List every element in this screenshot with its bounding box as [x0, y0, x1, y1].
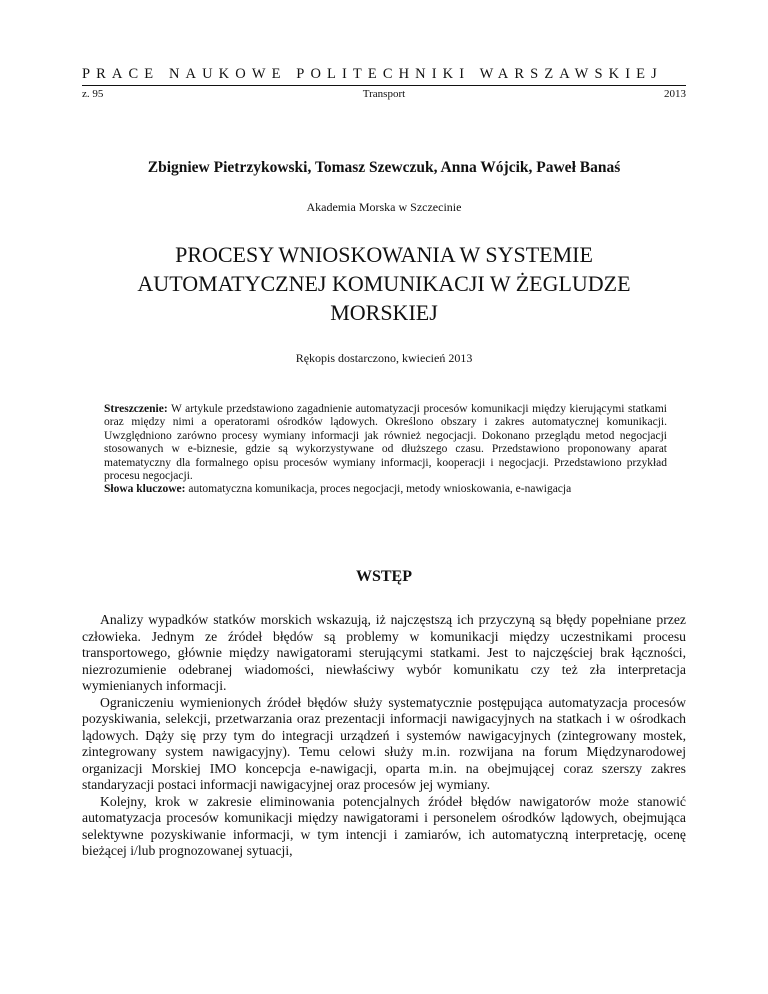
body-paragraph: Ograniczeniu wymienionych źródeł błędów służy systematycznie postępująca automatyzacja procesów pozyskiwania, selekcji, przetwarzania oraz prezentacji informacji nawigacyjnych na statkach i w ośrodkach lądowych. Dąży się przy tym do integracji urządzeń i systemów nawigacyjnych (zintegrowany mostek, zintegrowany system nawigacyjny). Temu celowi służy m.in. rozwijana na forum Międzynarodowej organizacji Morskiej IMO koncepcja e-nawigacji, oparta m.in. na obejmującej coraz szerszy zakres standaryzacji postaci informacji nawigacyjnej oraz procesów jej wymiany. — [82, 694, 686, 792]
body-paragraph: Kolejny, krok w zakresie eliminowania potencjalnych źródeł błędów nawigatorów może stanowić automatyzacja procesów komunikacji między nawigatorami i personelem ośrodków lądowych, obejmująca selektywne pozyskiwanie informacji, w tym intencji i zamiarów, ich automatyczną interpretację, ocenę bieżącej i/lub prognozowanej sytuacji, — [82, 793, 686, 858]
keywords-paragraph — [104, 483, 667, 496]
journal-meta-row — [82, 88, 686, 102]
abstract-paragraph — [104, 403, 667, 483]
keywords-text: automatyczna komunikacja, proces negocjacji, metody wnioskowania, e-nawigacja — [185, 483, 572, 496]
body-paragraph: Analizy wypadków statków morskich wskazują, iż najczęstszą ich przyczyną są błędy popełniane przez człowieka. Jednym ze źródeł błędów są problemy w komunikacji między uczestnikami procesu transportowego, głównie między nawigatorami sterującymi statkami. Jest to najczęściej brak łączności, niezrozumienie odebranej wiadomości, niewłaściwy wybór komunikatu czy też zła interpretacja wymienianych informacji. — [82, 612, 686, 693]
journal-series-title: PRACE NAUKOWE POLITECHNIKI WARSZAWSKIEJ — [82, 66, 663, 82]
received-date: Rękopis dostarczono, kwiecień 2013 — [295, 351, 473, 365]
section-heading: WSTĘP — [355, 568, 412, 585]
author-affiliation: Akademia Morska w Szczecinie — [306, 200, 462, 214]
keywords-label: Słowa kluczowe: — [104, 483, 186, 496]
abstract-block — [104, 403, 667, 497]
article-authors: Zbigniew Pietrzykowski, Tomasz Szewczuk, Anna Wójcik, Paweł Banaś — [147, 159, 621, 176]
body-text — [82, 612, 686, 860]
header-rule — [82, 85, 686, 86]
abstract-label: Streszczenie: — [104, 403, 168, 415]
article-title: PROCESY WNIOSKOWANIA W SYSTEMIE AUTOMATYCZNEJ KOMUNIKACJI W ŻEGLUDZE MORSKIEJ — [137, 242, 631, 325]
issue-number: z. 95 — [82, 88, 104, 100]
journal-section: Transport — [362, 88, 406, 100]
abstract-text: W artykule przedstawiono zagadnienie automatyzacji procesów komunikacji między kierującymi statkami oraz między nimi a operatorami ośrodków lądowych. Określono obszary i zakres automatycznej komunikacji. Uwzględniono zarówno procesy wymiany informacji jak również negocjacji. Dokonano przeglądu metod negocjacji stosowanych w e-biznesie, gdzie są wykorzystywane od dłuższego czasu. Przedstawiono proponowany aparat matematyczny dla formalnego opisu procesów wymiany informacji, kooperacji i negocjacji. Przedstawiono przykład procesu negocjacji. — [104, 403, 667, 483]
publication-year: 2013 — [664, 88, 686, 100]
